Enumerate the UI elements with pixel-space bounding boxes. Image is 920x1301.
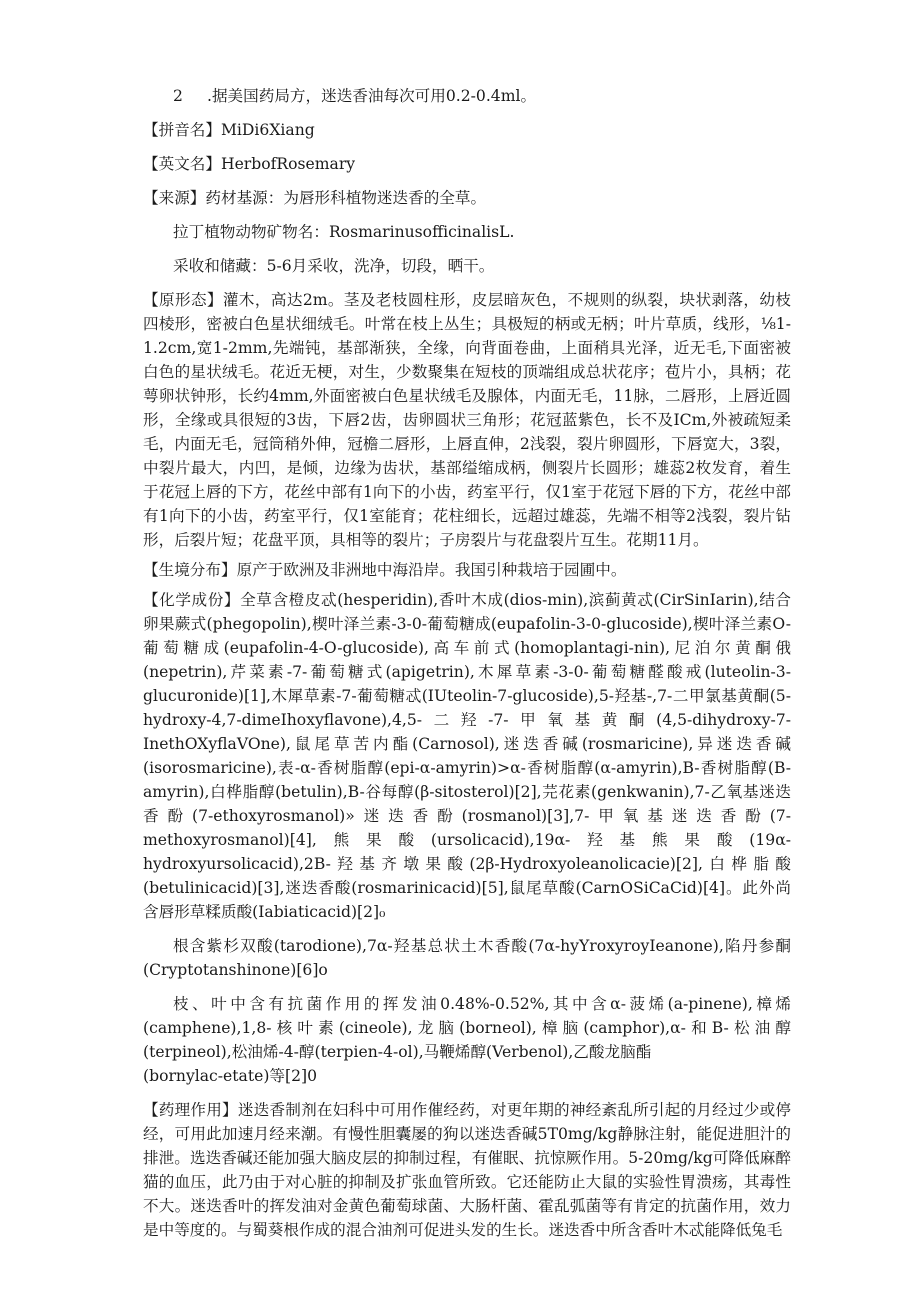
dosage-line: [143, 84, 791, 108]
volatile-oil-end: (bornylac-etate)等[2]0: [143, 1067, 318, 1085]
english-name: 【英文名】HerbofRosemary: [143, 155, 356, 173]
harvest-storage: 采收和储藏：5-6月采收，洗净，切段，晒干。: [173, 257, 495, 275]
item-number: 2: [173, 87, 183, 105]
chemistry-section: 【化学成份】全草含橙皮忒(hesperidin),香叶木成(dios-min),滨蓟黄忒(CirSinIarin),结合卵果蕨式(phegopolin),楔叶泽兰素-3-0-葡萄糖成(eupafolin-3-0-glucoside),楔叶泽兰素O-葡萄糖成(eupafolin-4-O-glucoside),高车前式(homoplantagi-nin),尼泊尔黄酮俄(nepetrin),芹菜素-7-葡萄糖式(apigetrin),木犀草素-3-0-葡萄糖醛酸戒(luteolin-3-glucuronide)[1],木犀草素-7-葡萄糖忒(IUteolin-7-glucoside),5-羟基-,7-二甲氯基黄酮(5-hydroxy-4,7-dimeIhoxyflavone),4,5-二羟-7-甲氧基黄酮(4,5-dihydroxy-7-InethOXyflaVOne),鼠尾草苦内酯(Carnosol),迷迭香碱(rosmaricine),异迷迭香碱(isorosmaricine),表-α-香树脂醇(epi-α-amyrin)>α-香树脂醇(α-amyrin),B-香树脂醇(B-amyrin),白桦脂醇(betulin),B-谷每醇(β-sitosterol)[2],芫花素(genkwanin),7-乙氧基迷迭香酚(7-ethoxyrosmanol)»迷迭香酚(rosmanol)[3],7-甲氧基迷迭香酚(7-methoxyrosmanol)[4],熊果酸(ursolicacid),19α-羟基熊果酸(19α-hydroxyursolicacid),2B-羟基齐墩果酸(2β-Hydroxyoleanolicacie)[2],白桦脂酸(betulinicacid)[3],迷迭香酸(rosmarinicacid)[5],鼠尾草酸(CarnOSiCaCid)[4]。此外尚含唇形草糅质酸(Iabiaticacid)[2]₀: [143, 591, 791, 921]
root-constituents: 根含紫杉双酸(tarodione),7α-羟基总状土木香酸(7α-hyYroxyroyIeanone),陷丹参酮(Cryptotanshinone)[6]o: [143, 937, 791, 979]
pharmacology-section: 【药理作用】迷迭香制剂在妇科中可用作催经药，对更年期的神经紊乱所引起的月经过少或停经，可用此加速月经来潮。有慢性胆囊屡的狗以迷迭香碱5T0mg/kg静脉注射，能促进胆汁的排泄。选迭香碱还能加强大脑皮层的抑制过程，有催眠、抗惊厥作用。5-20mg/kg可降低麻醉猫的血压，此乃由于对心脏的抑制及扩张血管所致。它还能防止大鼠的实验性胃溃疡，其毒性不大。迷迭香叶的挥发油对金黄色葡萄球菌、大肠杆菌、霍乱弧菌等有肯定的抗菌作用，效力是中等度的。与蜀葵根作成的混合油剂可促进头发的生长。迷迭香中所含香叶木忒能降低兔毛: [143, 1101, 791, 1239]
habitat-section: 【生境分布】原产于欧洲及非洲地中海沿岸。我国引种栽培于园圃中。: [143, 561, 627, 579]
latin-name: 拉丁植物动物矿物名：RosmarinusofficinalisL.: [173, 223, 515, 241]
dosage-text: .据美国药局方，迷迭香油每次可用0.2-0.4ml。: [207, 87, 537, 105]
source-section: 【来源】药材基源：为唇形科植物迷迭香的全草。: [143, 189, 487, 207]
pinyin-name: 【拼音名】MiDi6Xiang: [143, 121, 315, 139]
volatile-oil: 枝、叶中含有抗菌作用的挥发油0.48%-0.52%,其中含α-菠烯(a-pinene),樟烯(camphene),1,8-核叶素(cineole),龙脑(borneol),樟脑(camphor),α-和B-松油醇(terpineol),松油烯-4-醇(terpien-4-ol),马鞭烯醇(Verbenol),乙酸龙脑酯: [143, 995, 791, 1061]
morphology-section: 【原形态】灌木，高达2m。茎及老枝圆柱形，皮层暗灰色，不规则的纵裂，块状剥落，幼枝四棱形，密被白色星状细绒毛。叶常在枝上丛生；具极短的柄或无柄；叶片草质，线形，⅛1-1.2cm,宽1-2mm,先端钝，基部渐狭，全缘，向背面卷曲，上面稍具光泽，近无毛,下面密被白色的星状绒毛。花近无梗，对生，少数聚集在短枝的顶端组成总状花序；苞片小，具柄；花萼卵状钟形，长约4mm,外面密被白色星状绒毛及腺体，内面无毛，11脉，二唇形，上唇近圆形，全缘或具很短的3齿，下唇2齿，齿卵圆状三角形；花冠蓝紫色，长不及ICm,外被疏短柔毛，内面无毛，冠筒稍外伸，冠檐二唇形，上唇直伸，2浅裂，裂片卵圆形，下唇宽大，3裂，中裂片最大，内凹，是倾，边缘为齿状，基部缢缩成柄，侧裂片长圆形；雄蕊2枚发育，着生于花冠上唇的下方，花丝中部有1向下的小齿，药室平行，仅1室于花冠下唇的下方，花丝中部有1向下的小齿，药室平行，仅1室能育；花柱细长，远超过雄蕊，先端不相等2浅裂，裂片钻形，后裂片短；花盘平顶，具相等的裂片；子房裂片与花盘裂片互生。花期11月。: [143, 291, 791, 549]
document-page: [143, 84, 791, 1242]
